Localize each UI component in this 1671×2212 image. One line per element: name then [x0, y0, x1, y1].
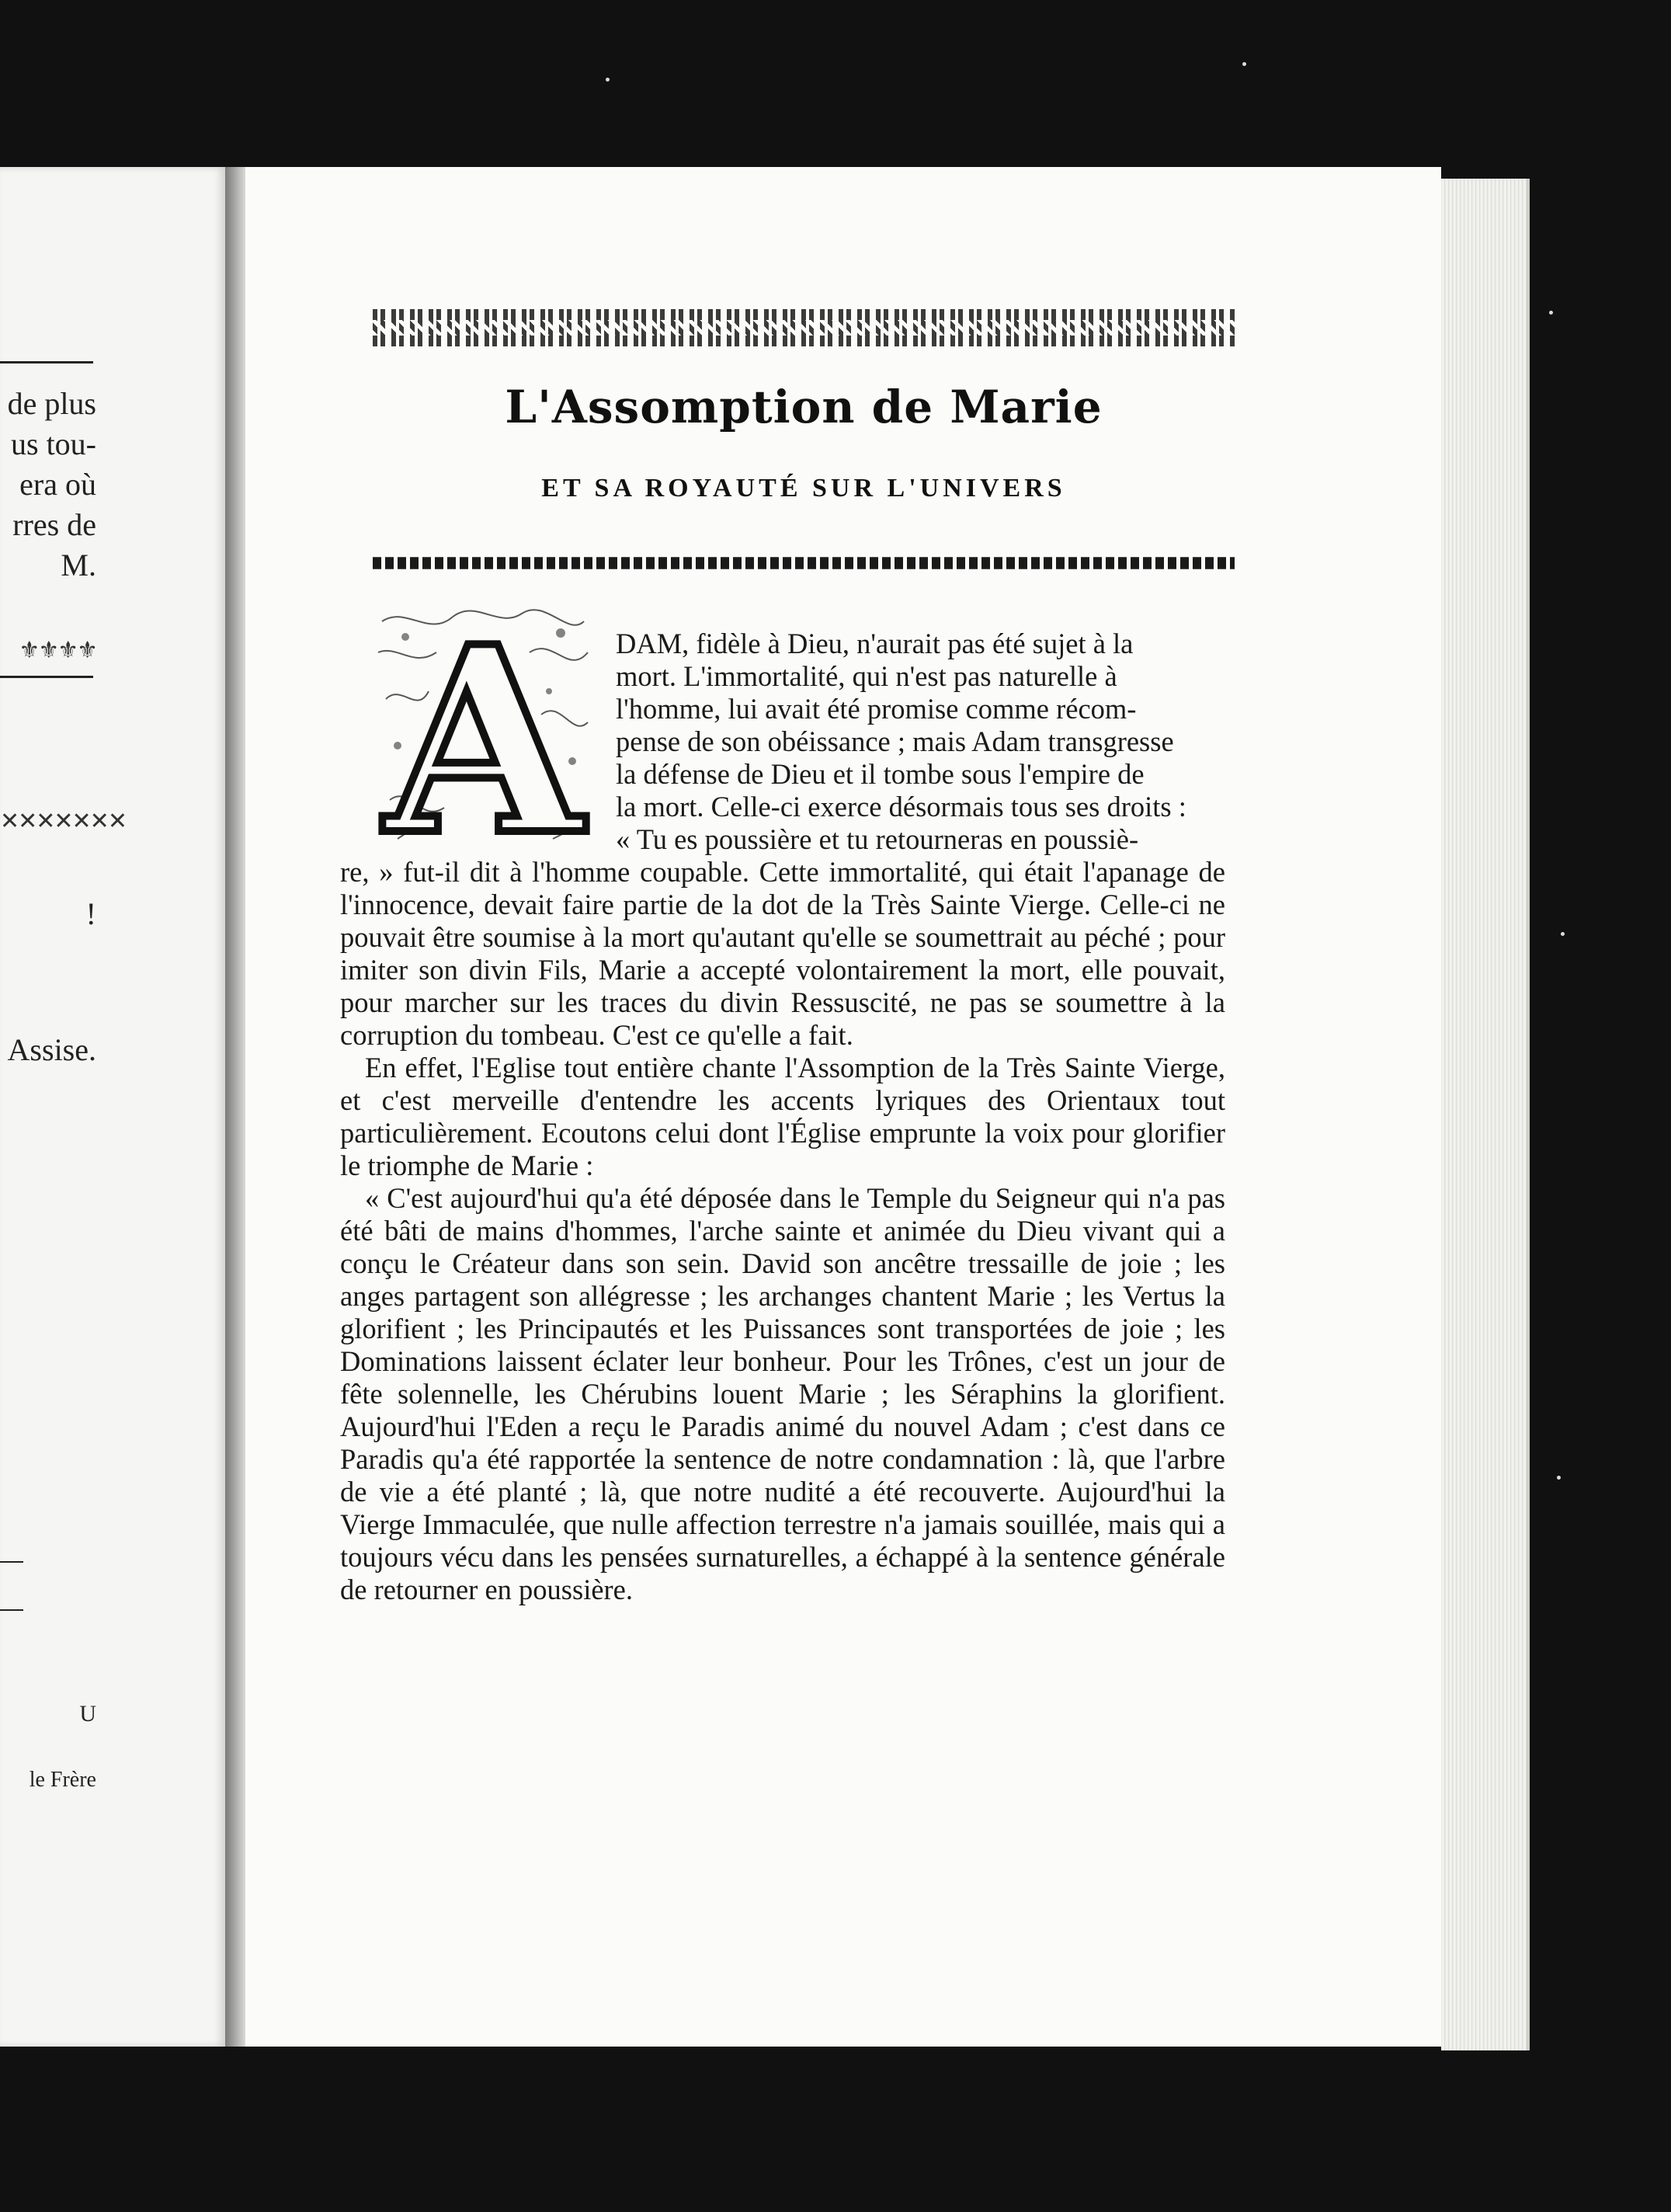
book-gutter	[225, 167, 245, 2047]
article-body	[340, 628, 1225, 1606]
ornament-row: ✕✕✕✕✕✕✕	[0, 808, 126, 835]
page-subtitle: ET SA ROYAUTÉ SUR L'UNIVERS	[541, 474, 1066, 503]
paragraph: En effet, l'Eglise tout entière chante l'Assomption de la Très Sainte Vierge, et c'est merveille d'entendre les accents lyriques des Orientaux tout particulièrement. Ecoutons celui dont l'Église emprunte la voix pour glorifier le triomphe de Marie :	[340, 1052, 1225, 1181]
divider	[0, 361, 93, 363]
text-line: la mort. Celle-ci exerce désormais tous ses droits :	[616, 791, 1186, 823]
left-page	[0, 167, 225, 2047]
text-line: la défense de Dieu et il tombe sous l'empire de	[616, 758, 1145, 790]
left-text-fragment: era où	[19, 467, 96, 502]
left-text-fragment: de plus	[7, 386, 96, 421]
text-line: l'homme, lui avait été promise comme récom-	[616, 693, 1137, 725]
left-text-fragment: Assise.	[7, 1032, 96, 1067]
divider	[0, 1561, 23, 1563]
text-line: DAM, fidèle à Dieu, n'aurait pas été sujet à la	[616, 628, 1134, 659]
text-line: pense de son obéissance ; mais Adam transgresse	[616, 725, 1174, 757]
paragraph: « C'est aujourd'hui qu'a été déposée dans le Temple du Seigneur qui n'a pas été bâti de mains d'hommes, l'arche sainte et animée du Dieu vivant qui a conçu le Créateur dans son sein. David son ancêtre tressaille de joie ; les anges partagent son allégresse ; les archanges chantent Marie ; les Vertus la glorifient ; les Principautés et les Puissances sont transportées de joie ; les Dominations laissent éclater leur bonheur. Pour les Trônes, c'est un jour de fête solennelle, les Chérubins louent Marie ; les Séraphins la glorifient. Aujourd'hui l'Eden a reçu le Paradis animé du nouvel Adam ; c'est dans ce Paradis qu'a été rapportée la sentence de notre condamnation : là, que l'arbre de vie a été planté ; là, que notre nudité a été recouverte. Aujourd'hui la Vierge Immaculée, que nulle affection terrestre n'a jamais souillée, mais qui a toujours vécu dans les pensées surnaturelles, a échappé à la sentence générale de retourner en poussière.	[340, 1182, 1225, 1605]
text-line: mort. L'immortalité, qui n'est pas naturelle à	[616, 660, 1117, 692]
left-text-fragment: rres de	[12, 507, 96, 542]
left-text-fragment: M.	[61, 548, 96, 583]
paragraph: re, » fut-il dit à l'homme coupable. Cette immortalité, qui était l'apanage de l'innocence, devait faire partie de la dot de la Très Sainte Vierge. Celle-ci ne pouvait être soumise à la mort qu'autant qu'elle se soumettrait au péché ; pour imiter son divin Fils, Marie a accepté volontairement la mort, elle pouvait, pour marcher sur les traces du divin Ressuscité, ne pas se soumettre à la corruption du tombeau. C'est ce qu'elle a fait.	[340, 856, 1225, 1051]
page-edge	[1441, 179, 1530, 2050]
divider	[0, 676, 93, 678]
fleur-de-lis-ornament: ⚜⚜⚜⚜	[19, 637, 96, 664]
header-ornament-band	[373, 309, 1235, 346]
left-text-fragment: le Frère	[29, 1768, 96, 1792]
divider	[0, 1609, 23, 1611]
dropcap-lines	[616, 628, 1225, 856]
left-text-fragment: !	[85, 896, 96, 931]
text-line: « Tu es poussière et tu retourneras en poussiè-	[616, 823, 1139, 855]
left-text-fragment: U	[79, 1701, 96, 1727]
drop-cap-letter: A	[384, 590, 584, 892]
page-title: L'Assomption de Marie	[505, 381, 1103, 433]
left-text-fragment: us tou-	[11, 426, 96, 461]
